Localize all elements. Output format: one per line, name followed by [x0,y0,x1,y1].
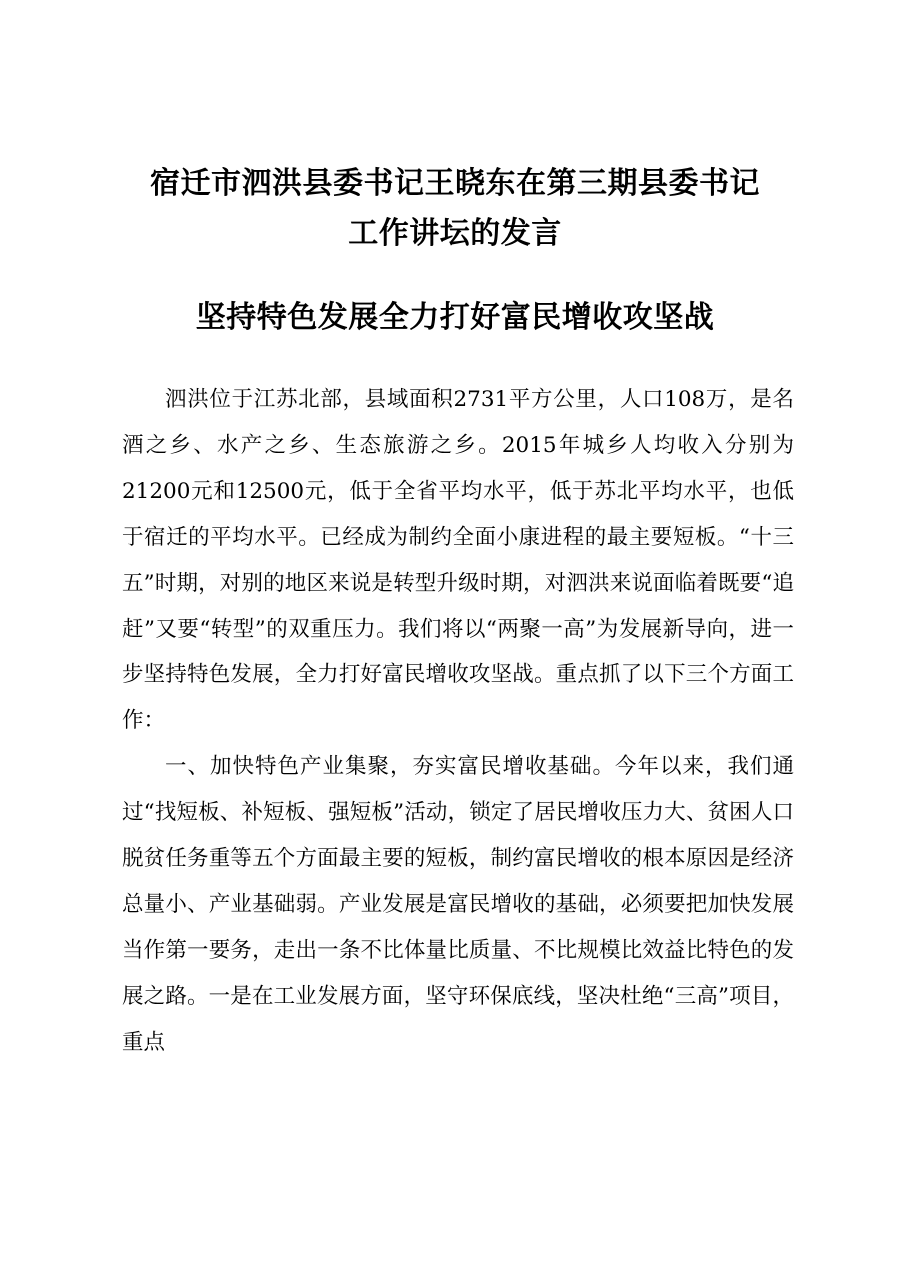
document-subtitle: 坚持特色发展全力打好富民增收攻坚战 [195,300,715,335]
document-title-line-2: 工作讲坛的发言 [348,216,562,251]
document-title-line-1: 宿迁市泗洪县委书记王晓东在第三期县委书记 [150,166,760,201]
body-paragraph-section-one: 一、加快特色产业集聚，夯实富民增收基础。今年以来，我们通过“找短板、补短板、强短板”活动，锁定了居民增收压力大、贫困人口脱贫任务重等五个方面最主要的短板，制约富民增收的根本原因是经济总量小、产业基础弱。产业发展是富民增收的基础，必须要把加快发展当作第一要务，走出一条不比体量比质量、不比规模比效益比特色的发展之路。一是在工业发展方面，坚守环保底线，坚决杜绝“三高”项目，重点 [122,754,794,1055]
body-paragraph-intro: 泗洪位于江苏北部，县域面积2731平方公里，人口108万，是名酒之乡、水产之乡、生态旅游之乡。2015年城乡人均收入分别为21200元和12500元，低于全省平均水平，低于苏北平均水平，也低于宿迁的平均水平。已经成为制约全面小康进程的最主要短板。“十三五”时期，对别的地区来说是转型升级时期，对泗洪来说面临着既要“追赶”又要“转型”的双重压力。我们将以“两聚一高”为发展新导向，进一步坚持特色发展，全力打好富民增收攻坚战。重点抓了以下三个方面工作： [122,387,794,734]
document-body [122,377,794,1066]
